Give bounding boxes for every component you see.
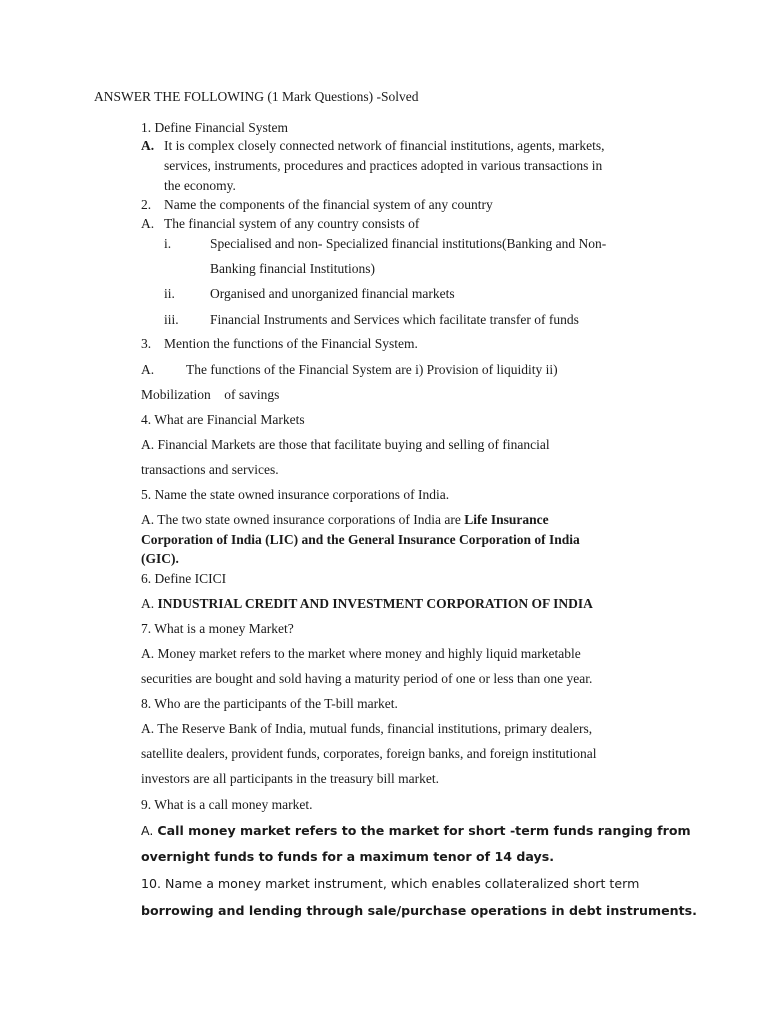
answer-4-line: transactions and services. [141, 462, 279, 477]
answer-9-line [141, 822, 691, 840]
question-2: Name the components of the financial system of any country [164, 197, 493, 212]
answer-3-line: Mobilization of savings [141, 387, 280, 402]
answer-6-bold: INDUSTRIAL CREDIT AND INVESTMENT CORPORATION OF INDIA [157, 596, 593, 611]
answer-1-line: the economy. [164, 178, 236, 193]
list-item-number: ii. [164, 286, 175, 301]
answer-6-line [141, 595, 593, 613]
answer-marker-1: A. [141, 138, 155, 153]
answer-5-bold: Life Insurance [464, 512, 549, 527]
answer-marker-3: A. [141, 362, 155, 377]
list-item-text: Financial Instruments and Services which facilitate transfer of funds [210, 312, 579, 327]
question-10: 10. Name a money market instrument, which enables collateralized short term [141, 876, 640, 891]
question-8: 8. Who are the participants of the T-bill market. [141, 696, 398, 711]
answer-5-bold: (GIC). [141, 551, 179, 566]
answer-5-bold: Corporation of India (LIC) and the General Insurance Corporation of India [141, 532, 580, 547]
list-item-number: i. [164, 236, 172, 251]
answer-5-prefix: A. The two state owned insurance corporations of India are [141, 512, 465, 527]
answer-1-line: It is complex closely connected network of financial institutions, agents, markets, [164, 138, 605, 153]
answer-4-line: A. Financial Markets are those that facilitate buying and selling of financial [141, 437, 550, 452]
answer-6-prefix: A. [141, 596, 158, 611]
answer-1-line: services, instruments, procedures and practices adopted in various transactions in [164, 158, 603, 173]
question-7: 7. What is a money Market? [141, 621, 294, 636]
list-item-text: Specialised and non- Specialized financial institutions(Banking and Non- [210, 236, 607, 251]
question-1: 1. Define Financial System [141, 120, 288, 135]
answer-8-line: investors are all participants in the treasury bill market. [141, 771, 440, 786]
question-5: 5. Name the state owned insurance corporations of India. [141, 487, 450, 502]
answer-marker-2: A. [141, 216, 155, 231]
answer-8-line: A. The Reserve Bank of India, mutual funds, financial institutions, primary dealers, [141, 721, 593, 736]
list-item-text: Organised and unorganized financial markets [210, 286, 455, 301]
question-3: Mention the functions of the Financial System. [164, 336, 418, 351]
answer-9-bold: Call money market refers to the market for short -term funds ranging from [157, 823, 691, 838]
answer-3-line: The functions of the Financial System are i) Provision of liquidity ii) [186, 362, 558, 377]
answer-5-line [141, 511, 549, 529]
answer-7-line: securities are bought and sold having a maturity period of one or less than one year. [141, 671, 593, 686]
list-item-text: Banking financial Institutions) [210, 261, 375, 276]
answer-9-prefix: A. [141, 823, 158, 838]
answer-2: The financial system of any country consists of [164, 216, 420, 231]
question-6: 6. Define ICICI [141, 571, 227, 586]
question-3-number: 3. [141, 336, 152, 351]
question-9: 9. What is a call money market. [141, 797, 313, 812]
list-item-number: iii. [164, 312, 179, 327]
page-heading: ANSWER THE FOLLOWING (1 Mark Questions) -Solved [94, 89, 419, 104]
question-2-number: 2. [141, 197, 152, 212]
answer-7-line: A. Money market refers to the market where money and highly liquid marketable [141, 646, 581, 661]
answer-9-bold: overnight funds to funds for a maximum tenor of 14 days. [141, 849, 555, 864]
question-10-line: borrowing and lending through sale/purchase operations in debt instruments. [141, 903, 697, 918]
question-4: 4. What are Financial Markets [141, 412, 305, 427]
answer-8-line: satellite dealers, provident funds, corporates, foreign banks, and foreign institutional [141, 746, 597, 761]
